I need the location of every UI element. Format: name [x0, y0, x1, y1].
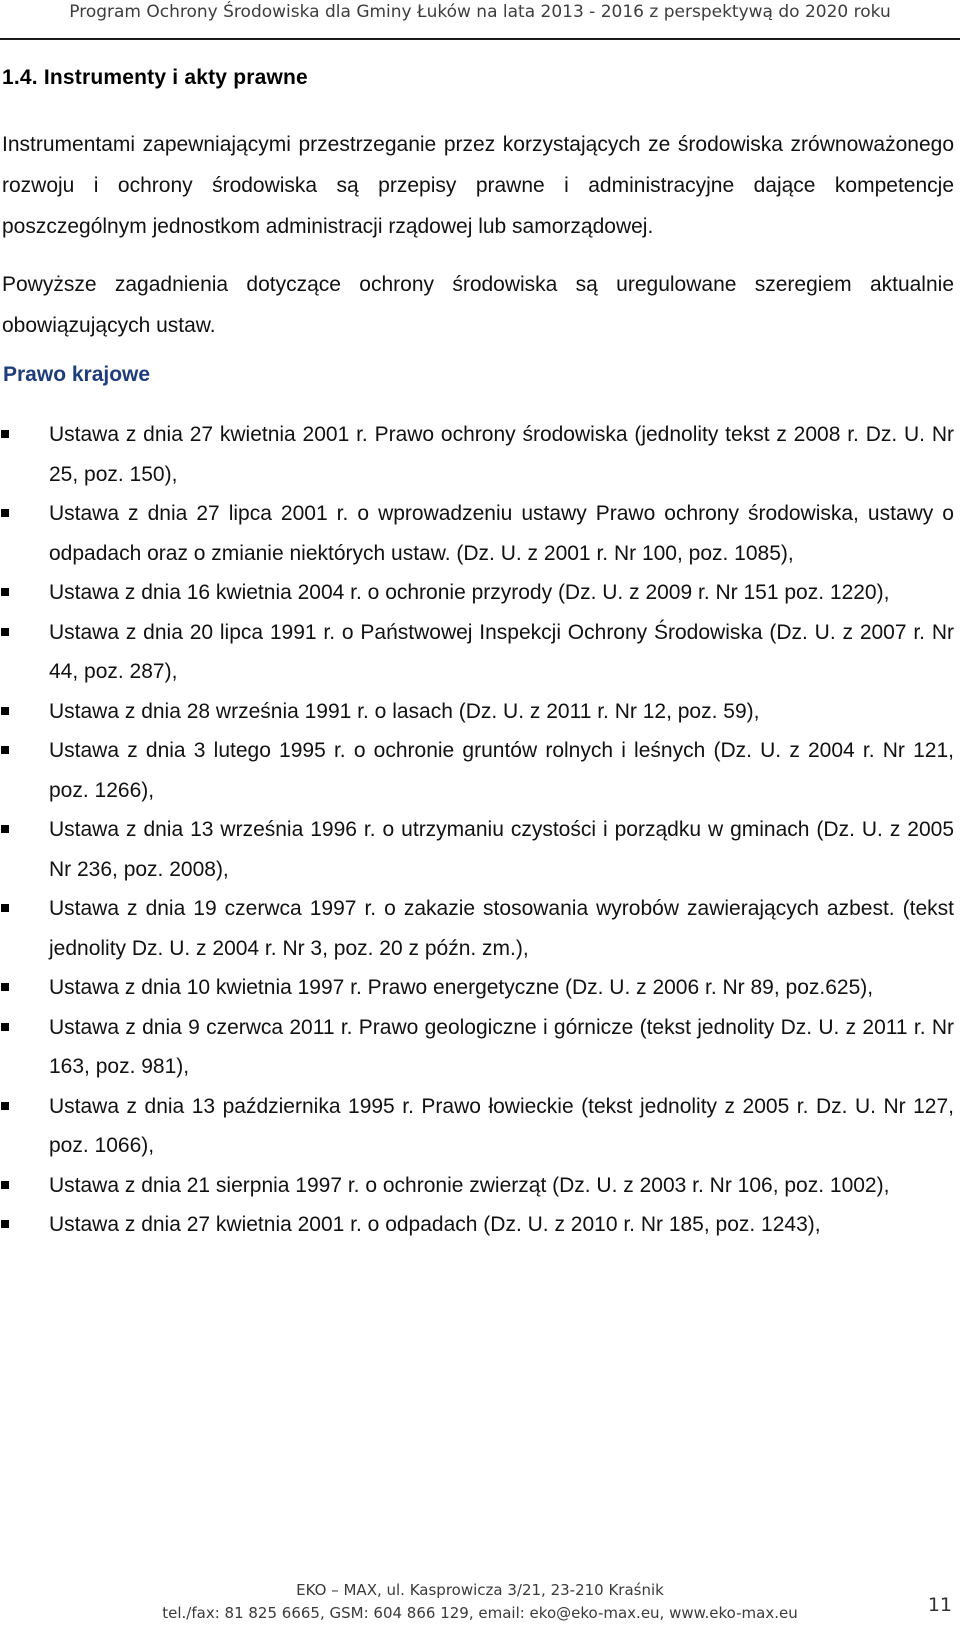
list-item: [0, 613, 954, 692]
list-item: [0, 415, 954, 494]
list-item: [0, 1205, 954, 1245]
law-item-text: Ustawa z dnia 21 sierpnia 1997 r. o ochronie zwierząt (Dz. U. z 2003 r. Nr 106, poz. 1002),: [49, 1173, 890, 1197]
list-item: [0, 692, 954, 732]
law-item-text: Ustawa z dnia 13 września 1996 r. o utrzymaniu czystości i porządku w gminach (Dz. U. z 2005 Nr 236, poz. 2008),: [49, 818, 954, 881]
bullet-icon: [1, 1023, 9, 1031]
bullet-icon: [1, 588, 9, 596]
document-title: Program Ochrony Środowiska dla Gminy Łuków na lata 2013 - 2016 z perspektywą do 2020 roku: [69, 2, 891, 22]
bullet-icon: [1, 904, 9, 912]
law-item-text: Ustawa z dnia 9 czerwca 2011 r. Prawo geologiczne i górnicze (tekst jednolity Dz. U. z 2011 r. Nr 163, poz. 981),: [49, 1015, 954, 1078]
list-item: [0, 1087, 954, 1166]
list-item: [0, 1166, 954, 1206]
header-divider: [0, 38, 960, 40]
law-item-text: Ustawa z dnia 20 lipca 1991 r. o Państwowej Inspekcji Ochrony Środowiska (Dz. U. z 2007 r. Nr 44, poz. 287),: [49, 620, 954, 683]
bullet-icon: [1, 430, 9, 438]
list-item: [0, 968, 954, 1008]
list-item: [0, 810, 954, 889]
list-item: [0, 1008, 954, 1087]
bullet-icon: [1, 707, 9, 715]
bullet-icon: [1, 509, 9, 517]
paragraph-regulations: Powyższe zagadnienia dotyczące ochrony środowiska są uregulowane szeregiem aktualnie obowiązujących ustaw.: [2, 273, 954, 337]
bullet-icon: [1, 1220, 9, 1228]
page-content: [0, 66, 954, 1245]
law-item-text: Ustawa z dnia 3 lutego 1995 r. o ochronie gruntów rolnych i leśnych (Dz. U. z 2004 r. Nr 121, poz. 1266),: [49, 739, 954, 802]
law-item-text: Ustawa z dnia 28 września 1991 r. o lasach (Dz. U. z 2011 r. Nr 12, poz. 59),: [49, 699, 760, 723]
law-item-text: Ustawa z dnia 27 lipca 2001 r. o wprowadzeniu ustawy Prawo ochrony środowiska, ustawy o odpadach oraz o zmianie niektórych ustaw. (Dz. U. z 2001 r. Nr 100, poz. 1085),: [49, 502, 954, 565]
page-header: [0, 0, 960, 22]
list-item: [0, 731, 954, 810]
law-item-text: Ustawa z dnia 27 kwietnia 2001 r. o odpadach (Dz. U. z 2010 r. Nr 185, poz. 1243),: [49, 1213, 821, 1236]
law-list: [0, 415, 954, 1245]
page-footer: [0, 1579, 960, 1625]
bullet-icon: [1, 628, 9, 636]
bullet-icon: [1, 1102, 9, 1110]
list-item: [0, 573, 954, 613]
law-item-text: Ustawa z dnia 13 października 1995 r. Prawo łowieckie (tekst jednolity z 2005 r. Dz. U. Nr 127, poz. 1066),: [49, 1094, 954, 1157]
bullet-icon: [1, 825, 9, 833]
page-number: 11: [927, 1594, 952, 1616]
footer-address: EKO – MAX, ul. Kasprowicza 3/21, 23-210 Kraśnik: [296, 1581, 664, 1599]
bullet-icon: [1, 983, 9, 991]
list-item: [0, 494, 954, 573]
list-item: [0, 889, 954, 968]
law-item-text: Ustawa z dnia 27 kwietnia 2001 r. Prawo ochrony środowiska (jednolity tekst z 2008 r. Dz. U. Nr 25, poz. 150),: [49, 423, 954, 486]
paragraph-instruments: Instrumentami zapewniającymi przestrzeganie przez korzystających ze środowiska zrównoważonego rozwoju i ochrony środowiska są przepisy prawne i administracyjne dające kompetencje poszczególnym jednostkom administracji rządowej lub samorządowej.: [2, 133, 954, 238]
bullet-icon: [1, 746, 9, 754]
law-item-text: Ustawa z dnia 16 kwietnia 2004 r. o ochronie przyrody (Dz. U. z 2009 r. Nr 151 poz. 1220),: [49, 581, 890, 604]
section-heading: 1.4. Instrumenty i akty prawne: [2, 66, 308, 89]
subheading-national-law: Prawo krajowe: [3, 363, 151, 386]
bullet-icon: [1, 1181, 9, 1189]
law-item-text: Ustawa z dnia 10 kwietnia 1997 r. Prawo energetyczne (Dz. U. z 2006 r. Nr 89, poz.625),: [49, 976, 874, 999]
law-item-text: Ustawa z dnia 19 czerwca 1997 r. o zakazie stosowania wyrobów zawierających azbest. (tekst jednolity Dz. U. z 2004 r. Nr 3, poz. 20 z późn. zm.),: [49, 897, 954, 960]
footer-contact: tel./fax: 81 825 6665, GSM: 604 866 129, email: eko@eko-max.eu, www.eko-max.eu: [162, 1604, 798, 1622]
